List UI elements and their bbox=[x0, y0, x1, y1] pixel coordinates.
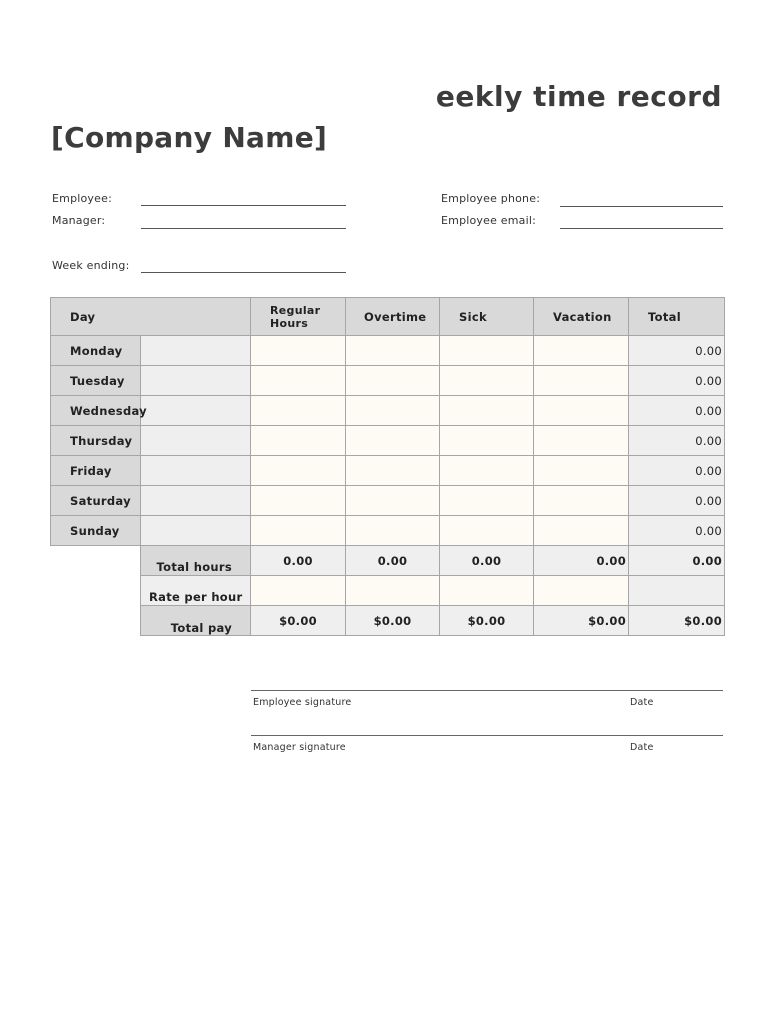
day-name: Monday bbox=[51, 336, 141, 366]
header-regular-hours bbox=[251, 298, 346, 336]
total-hours-row bbox=[51, 546, 725, 576]
day-name: Wednesday bbox=[51, 396, 141, 426]
employee-label: Employee: bbox=[52, 192, 112, 205]
manager-signature-label: Manager signature bbox=[253, 742, 346, 753]
manager-field[interactable] bbox=[141, 228, 346, 229]
regular-hours-input[interactable] bbox=[251, 426, 346, 456]
sick-input[interactable] bbox=[440, 366, 534, 396]
regular-hours-input[interactable] bbox=[251, 486, 346, 516]
total-hours-sick: 0.00 bbox=[440, 546, 534, 576]
day-total: 0.00 bbox=[629, 426, 725, 456]
day-total: 0.00 bbox=[629, 336, 725, 366]
vacation-input[interactable] bbox=[534, 456, 629, 486]
manager-signature-line[interactable] bbox=[251, 735, 723, 736]
vacation-input[interactable] bbox=[534, 336, 629, 366]
document-title: eekly time record bbox=[435, 80, 722, 113]
overtime-input[interactable] bbox=[346, 516, 440, 546]
employee-signature-label: Employee signature bbox=[253, 697, 352, 708]
vacation-input[interactable] bbox=[534, 396, 629, 426]
header-sick: Sick bbox=[440, 298, 534, 336]
day-extra-cell[interactable] bbox=[141, 396, 251, 426]
day-total: 0.00 bbox=[629, 486, 725, 516]
sick-input[interactable] bbox=[440, 486, 534, 516]
overtime-input[interactable] bbox=[346, 426, 440, 456]
employee-field[interactable] bbox=[141, 205, 346, 206]
regular-hours-input[interactable] bbox=[251, 396, 346, 426]
overtime-input[interactable] bbox=[346, 366, 440, 396]
week-ending-field[interactable] bbox=[141, 272, 346, 273]
day-row-friday bbox=[51, 456, 725, 486]
vacation-input[interactable] bbox=[534, 516, 629, 546]
day-row-tuesday bbox=[51, 366, 725, 396]
rate-total-cell bbox=[629, 576, 725, 606]
employee-phone-label: Employee phone: bbox=[441, 192, 541, 205]
sick-input[interactable] bbox=[440, 426, 534, 456]
overtime-input[interactable] bbox=[346, 486, 440, 516]
total-pay-overtime: $0.00 bbox=[346, 606, 440, 636]
day-name: Saturday bbox=[51, 486, 141, 516]
day-name: Sunday bbox=[51, 516, 141, 546]
total-pay-total: $0.00 bbox=[629, 606, 725, 636]
blank-cell bbox=[51, 546, 141, 576]
sick-input[interactable] bbox=[440, 336, 534, 366]
regular-hours-input[interactable] bbox=[251, 516, 346, 546]
total-pay-label: Total pay bbox=[141, 606, 251, 636]
header-regular-line2: Hours bbox=[270, 316, 309, 330]
day-total: 0.00 bbox=[629, 366, 725, 396]
header-vacation: Vacation bbox=[534, 298, 629, 336]
day-extra-cell[interactable] bbox=[141, 456, 251, 486]
day-extra-cell[interactable] bbox=[141, 516, 251, 546]
day-extra-cell[interactable] bbox=[141, 366, 251, 396]
total-hours-vacation: 0.00 bbox=[534, 546, 629, 576]
rate-per-hour-row bbox=[51, 576, 725, 606]
total-pay-regular: $0.00 bbox=[251, 606, 346, 636]
day-name: Friday bbox=[51, 456, 141, 486]
day-total: 0.00 bbox=[629, 456, 725, 486]
vacation-input[interactable] bbox=[534, 366, 629, 396]
employee-date-label: Date bbox=[630, 697, 654, 708]
sick-input[interactable] bbox=[440, 396, 534, 426]
day-row-thursday bbox=[51, 426, 725, 456]
header-overtime: Overtime bbox=[346, 298, 440, 336]
header-total: Total bbox=[629, 298, 725, 336]
total-hours-regular: 0.00 bbox=[251, 546, 346, 576]
blank-cell bbox=[51, 576, 141, 606]
total-pay-sick: $0.00 bbox=[440, 606, 534, 636]
regular-hours-input[interactable] bbox=[251, 366, 346, 396]
overtime-input[interactable] bbox=[346, 396, 440, 426]
sick-input[interactable] bbox=[440, 456, 534, 486]
total-pay-vacation: $0.00 bbox=[534, 606, 629, 636]
employee-phone-field[interactable] bbox=[560, 206, 723, 207]
employee-email-label: Employee email: bbox=[441, 214, 537, 227]
day-extra-cell[interactable] bbox=[141, 426, 251, 456]
vacation-input[interactable] bbox=[534, 426, 629, 456]
rate-per-hour-label: Rate per hour bbox=[141, 576, 251, 606]
rate-regular-input[interactable] bbox=[251, 576, 346, 606]
manager-date-label: Date bbox=[630, 742, 654, 753]
table-header-row bbox=[51, 298, 725, 336]
rate-sick-input[interactable] bbox=[440, 576, 534, 606]
total-hours-overtime: 0.00 bbox=[346, 546, 440, 576]
header-day: Day bbox=[51, 298, 251, 336]
total-hours-total: 0.00 bbox=[629, 546, 725, 576]
company-name[interactable]: [Company Name] bbox=[51, 121, 328, 154]
day-row-monday bbox=[51, 336, 725, 366]
day-row-wednesday bbox=[51, 396, 725, 426]
rate-overtime-input[interactable] bbox=[346, 576, 440, 606]
regular-hours-input[interactable] bbox=[251, 456, 346, 486]
day-name: Tuesday bbox=[51, 366, 141, 396]
vacation-input[interactable] bbox=[534, 486, 629, 516]
timesheet-table bbox=[50, 297, 725, 636]
day-extra-cell[interactable] bbox=[141, 486, 251, 516]
day-row-saturday bbox=[51, 486, 725, 516]
day-extra-cell[interactable] bbox=[141, 336, 251, 366]
total-hours-label: Total hours bbox=[141, 546, 251, 576]
day-total: 0.00 bbox=[629, 516, 725, 546]
day-row-sunday bbox=[51, 516, 725, 546]
overtime-input[interactable] bbox=[346, 336, 440, 366]
blank-cell bbox=[51, 606, 141, 636]
header-regular-line1: Regular bbox=[270, 303, 321, 317]
total-pay-row bbox=[51, 606, 725, 636]
rate-vacation-input[interactable] bbox=[534, 576, 629, 606]
manager-label: Manager: bbox=[52, 214, 106, 227]
regular-hours-input[interactable] bbox=[251, 336, 346, 366]
employee-email-field[interactable] bbox=[560, 228, 723, 229]
overtime-input[interactable] bbox=[346, 456, 440, 486]
day-total: 0.00 bbox=[629, 396, 725, 426]
week-ending-label: Week ending: bbox=[52, 259, 130, 272]
sick-input[interactable] bbox=[440, 516, 534, 546]
employee-signature-line[interactable] bbox=[251, 690, 723, 691]
day-name: Thursday bbox=[51, 426, 141, 456]
